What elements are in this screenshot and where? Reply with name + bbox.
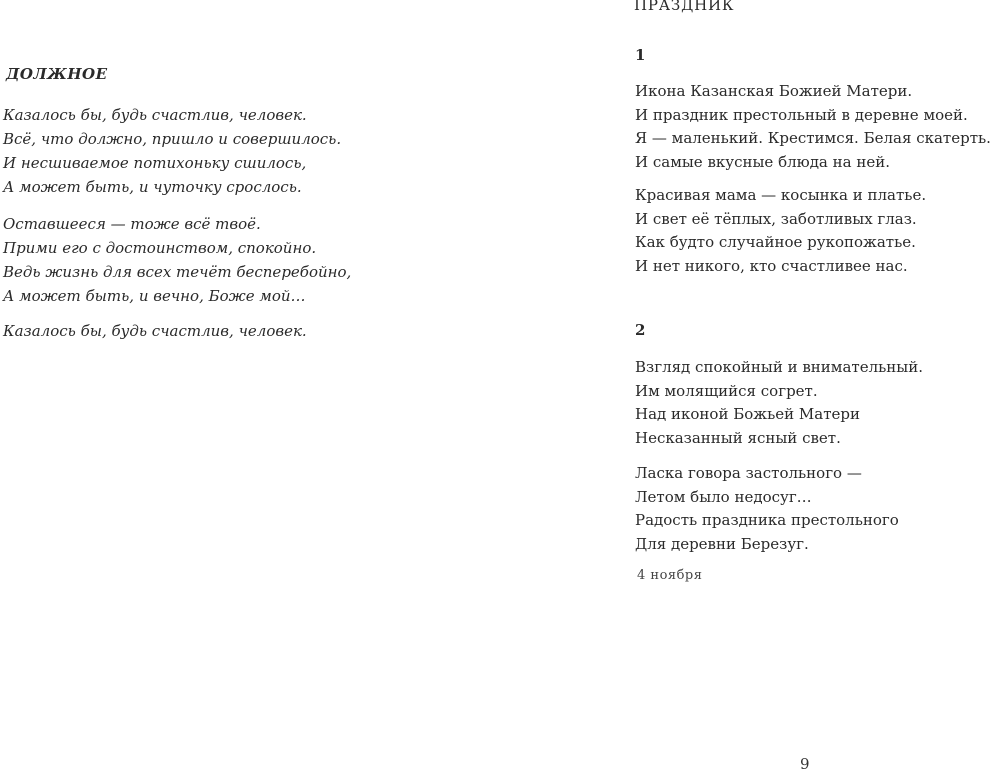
poem-line: Им молящийся согрет. <box>635 381 818 400</box>
left-stanza-3 <box>3 319 307 343</box>
poem-line: И свет её тёплых, заботливых глаз. <box>635 209 917 228</box>
poem-line: Взгляд спокойный и внимательный. <box>635 358 923 376</box>
poem-line: И несшиваемое потихоньку сшилось, <box>3 154 307 172</box>
poem-line: Казалось бы, будь счастлив, человек. <box>3 106 307 124</box>
poem-line: Летом было недосуг… <box>635 487 812 506</box>
poem-line: Всё, что должно, пришло и совершилось. <box>3 130 342 148</box>
page-number: 9 <box>800 755 810 773</box>
right-part1-stanza-1 <box>635 80 991 174</box>
right-page <box>634 0 1000 773</box>
poem-line: Над иконой Божьей Матери <box>635 405 860 423</box>
left-stanza-2 <box>3 212 351 308</box>
poem-line: Как будто случайное рукопожатье. <box>635 233 916 251</box>
left-stanza-1 <box>3 103 341 199</box>
poem-line: Ласка говора застольного — <box>635 464 862 482</box>
poem-line: Оставшееся — тоже всё твоё. <box>3 215 261 233</box>
poem-line: Красивая мама — косынка и платье. <box>635 186 927 204</box>
poem-line: А может быть, и вечно, Боже мой… <box>3 287 306 305</box>
poem-line: Радость праздника престольного <box>635 511 899 529</box>
poem-line: И нет никого, кто счастливее нас. <box>635 256 908 275</box>
poem-line: Казалось бы, будь счастлив, человек. <box>3 322 307 340</box>
poem-line: Я — маленький. Крестимся. Белая скатерть. <box>635 129 991 147</box>
poem-line: А может быть, и чуточку срослось. <box>3 178 302 196</box>
poem-line: И праздник престольный в деревне моей. <box>635 105 968 124</box>
poem-date: 4 ноября <box>637 568 703 583</box>
poem-line: Икона Казанская Божией Матери. <box>635 82 913 100</box>
poem-line: Ведь жизнь для всех течёт бесперебойно, <box>3 263 352 281</box>
poem-title-prazdnik: ПРАЗДНИК <box>634 0 735 14</box>
part-number-2: 2 <box>635 321 646 339</box>
poem-line: Несказанный ясный свет. <box>635 428 841 447</box>
right-part2-stanza-1 <box>635 356 923 450</box>
poem-line: И самые вкусные блюда на ней. <box>635 152 890 171</box>
poem-line: Прими его с достоинством, спокойно. <box>3 239 317 257</box>
right-part2-stanza-2 <box>635 462 899 556</box>
right-part1-stanza-2 <box>635 184 926 278</box>
poem-title-dolzhnoe: ДОЛЖНОЕ <box>6 65 108 83</box>
part-number-1: 1 <box>635 46 646 64</box>
poem-line: Для деревни Березуг. <box>635 534 809 553</box>
